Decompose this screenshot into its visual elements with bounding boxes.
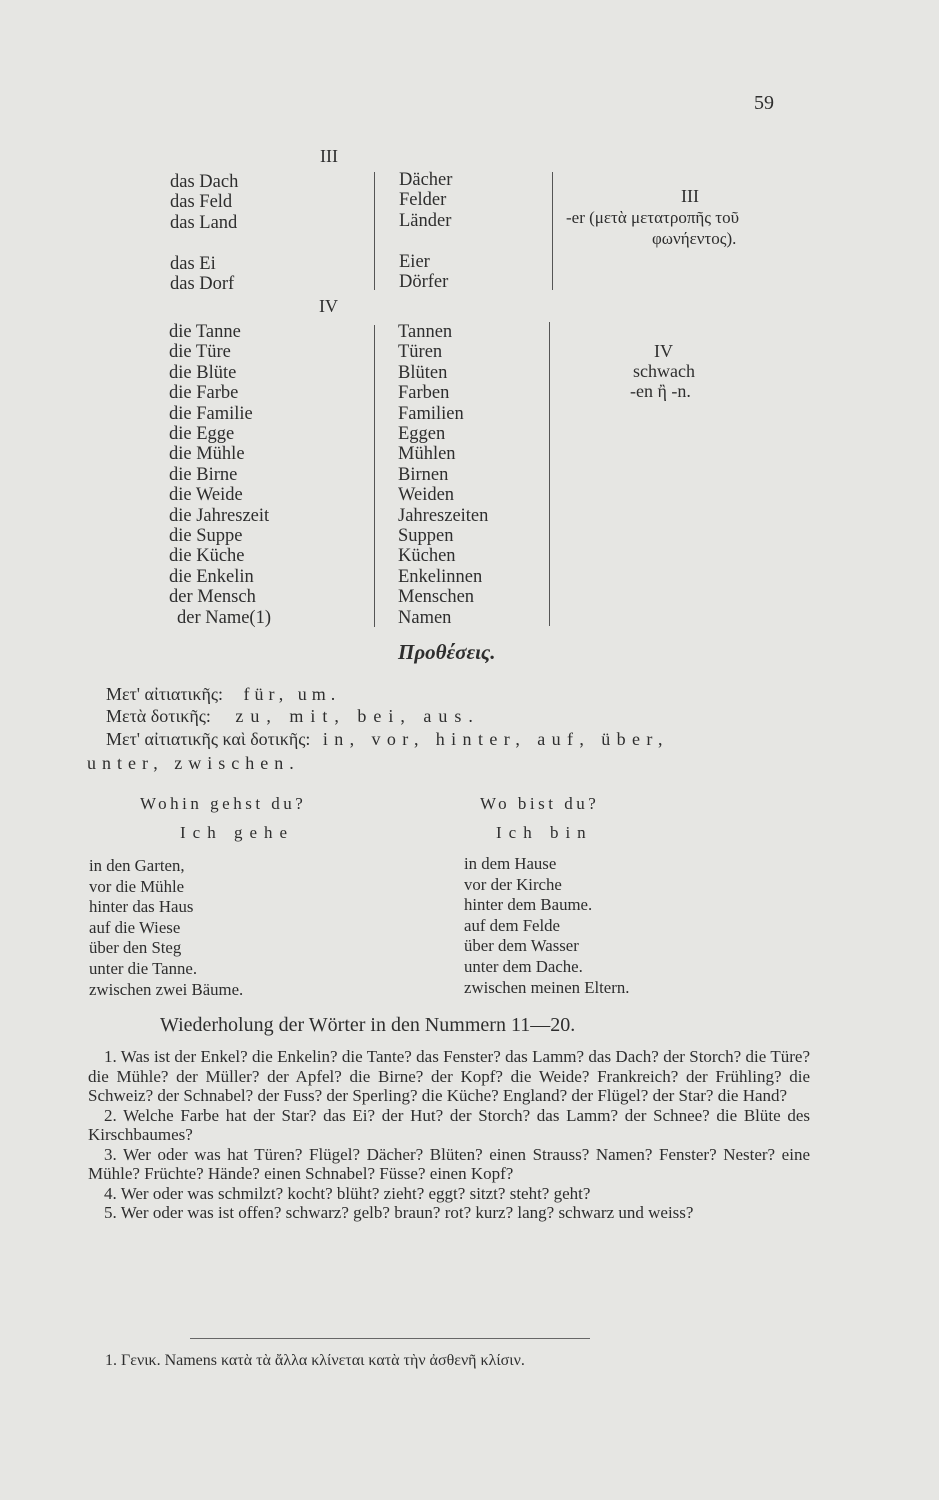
- group3-plural: Länder: [399, 210, 452, 231]
- footnote-rule: [190, 1338, 590, 1339]
- group4-singular: die Mühle: [169, 444, 245, 465]
- accusative-words: für, um.: [243, 684, 341, 704]
- group4-singular: der Name(1): [177, 607, 271, 628]
- group4-plural: Küchen: [398, 546, 456, 567]
- group3-note-line1: -er (μετὰ μετατροπῆς τοῦ: [566, 208, 740, 227]
- group3-singular: das Land: [170, 212, 238, 233]
- group4-singular: die Tanne: [169, 322, 241, 342]
- group4-singular: die Familie: [169, 403, 253, 424]
- prepositions-title: Προθέσεις.: [398, 640, 496, 664]
- group4-plural: Tannen: [398, 322, 453, 342]
- both-cases-row: [106, 729, 669, 750]
- group4-singular: die Enkelin: [169, 566, 254, 587]
- footnote: 1. Γενικ. Namens κατὰ τὰ ἄλλα κλίνεται κατὰ τὴν ἀσθενῆ κλίσιν.: [105, 1352, 525, 1369]
- group4-singular: der Mensch: [169, 587, 256, 608]
- group4-plural: Blüten: [398, 362, 448, 383]
- divider-line: [374, 172, 375, 290]
- group3-note-label: III: [681, 186, 699, 206]
- group4-note-label: IV: [654, 341, 673, 361]
- group3-singular: [170, 233, 238, 253]
- group4-singular: die Birne: [169, 464, 238, 485]
- wohin-line: zwischen zwei Bäume.: [89, 979, 244, 999]
- wo-line: hinter dem Baume.: [464, 895, 593, 915]
- wohin-list: [89, 856, 243, 1000]
- accusative-label: Μετ' αἰτιατικῆς:: [106, 684, 224, 704]
- group3-plural: Eier: [399, 251, 430, 272]
- both-cases-words: in, vor, hinter, auf, über,: [322, 729, 669, 749]
- dative-words: zu, mit, bei, aus.: [235, 706, 480, 726]
- group4-singular: die Küche: [169, 546, 245, 567]
- review-questions: [88, 1047, 810, 1223]
- group3-plurals: [399, 170, 452, 292]
- wo-line: vor der Kirche: [464, 874, 562, 894]
- review-title: Wiederholung der Wörter in den Nummern 11—20.: [160, 1014, 576, 1036]
- group4-plural: Mühlen: [398, 444, 456, 465]
- page-number: 59: [754, 92, 774, 114]
- wohin-line: auf die Wiese: [89, 917, 181, 937]
- wo-question: Wo bist du?: [480, 794, 600, 813]
- divider-line: [374, 325, 375, 627]
- accusative-row: [106, 684, 340, 705]
- group4-plural: Türen: [398, 342, 443, 363]
- dative-row: [106, 706, 480, 727]
- wo-line: in dem Hause: [464, 854, 557, 873]
- group4-singulars: [169, 322, 271, 628]
- group3-singular: das Dach: [170, 172, 239, 192]
- group4-plural: Familien: [398, 403, 464, 424]
- review-paragraph-5: 5. Wer oder was ist offen? schwarz? gelb? braun? rot? kurz? lang? schwarz und weiss?: [104, 1203, 694, 1222]
- wohin-line: unter die Tanne.: [89, 958, 198, 978]
- group4-singular: die Jahreszeit: [169, 505, 270, 526]
- review-paragraph-2: 2. Welche Farbe hat der Star? das Ei? der Hut? der Storch? das Lamm? der Schnee? die Blüte des Kirschbaumes?: [88, 1105, 810, 1144]
- group3-heading: III: [320, 146, 338, 166]
- group3-singular: das Ei: [170, 253, 216, 274]
- group3-singular: das Dorf: [170, 274, 235, 295]
- group4-singular: die Blüte: [169, 362, 237, 383]
- both-cases-words-continued: unter, zwischen.: [87, 753, 300, 773]
- group4-heading: IV: [319, 296, 338, 316]
- group3-plural: [399, 231, 452, 251]
- wohin-line: in den Garten,: [89, 856, 185, 875]
- group4-plural: Farben: [398, 383, 450, 404]
- group4-singular: die Farbe: [169, 383, 239, 404]
- group3-note-line2: φωνήεντος).: [652, 229, 737, 248]
- wo-answer: Ich bin: [496, 823, 593, 842]
- wohin-line: vor die Mühle: [89, 876, 185, 896]
- group4-note-line2: -en ἢ -n.: [630, 381, 691, 401]
- wo-line: über dem Wasser: [464, 936, 579, 956]
- group4-plural: Eggen: [398, 424, 446, 445]
- review-paragraph-1: 1. Was ist der Enkel? die Enkelin? die Tante? das Fenster? das Lamm? das Dach? der Storch? die Türe? die Mühle? der Müller? der Apfel? die Birne? der Kopf? die Weide? Frankreich? der Frühling? die Schweiz? der Schnabel? der Fuss? der Sperling? die Küche? England? der Flügel? der Star? die Hand?: [88, 1047, 810, 1105]
- wo-line: zwischen meinen Eltern.: [464, 977, 630, 997]
- dative-label: Μετὰ δοτικῆς:: [106, 706, 211, 726]
- group4-singular: die Suppe: [169, 526, 243, 547]
- wo-line: unter dem Dache.: [464, 956, 583, 976]
- wohin-line: über den Steg: [89, 938, 182, 958]
- group3-plural: Felder: [399, 190, 447, 211]
- group3-singulars: [170, 172, 238, 294]
- wohin-answer: Ich gehe: [180, 823, 295, 842]
- review-paragraph-3: 3. Wer oder was hat Türen? Flügel? Dächer? Blüten? einen Strauss? Namen? Fenster? Nester? eine Mühle? Früchte? Hände? einen Schnabel? Füsse? einen Kopf?: [88, 1144, 810, 1183]
- group4-plural: Birnen: [398, 464, 449, 485]
- group4-singular: die Egge: [169, 424, 235, 445]
- group3-plural: Dörfer: [399, 272, 449, 293]
- divider-line: [549, 322, 550, 626]
- group4-plural: Namen: [398, 607, 452, 628]
- review-paragraph-4: 4. Wer oder was schmilzt? kocht? blüht? zieht? eggt? sitzt? steht? geht?: [104, 1183, 591, 1203]
- group4-plural: Weiden: [398, 485, 455, 506]
- group4-plurals: [398, 322, 488, 628]
- group3-plural: Dächer: [399, 170, 453, 190]
- wohin-question: Wohin gehst du?: [140, 794, 307, 813]
- wo-line: auf dem Felde: [464, 915, 560, 935]
- group3-singular: das Feld: [170, 192, 233, 213]
- group4-plural: Jahreszeiten: [398, 505, 489, 526]
- group4-plural: Suppen: [398, 526, 454, 547]
- group4-note-line1: schwach: [633, 361, 695, 381]
- wohin-line: hinter das Haus: [89, 897, 194, 917]
- group4-singular: die Türe: [169, 342, 231, 363]
- wo-list: [464, 854, 629, 998]
- divider-line: [552, 172, 553, 290]
- group4-singular: die Weide: [169, 485, 243, 506]
- both-cases-label: Μετ' αἰτιατικῆς καὶ δοτικῆς:: [106, 729, 311, 749]
- group4-plural: Enkelinnen: [398, 566, 483, 587]
- group4-plural: Menschen: [398, 587, 475, 608]
